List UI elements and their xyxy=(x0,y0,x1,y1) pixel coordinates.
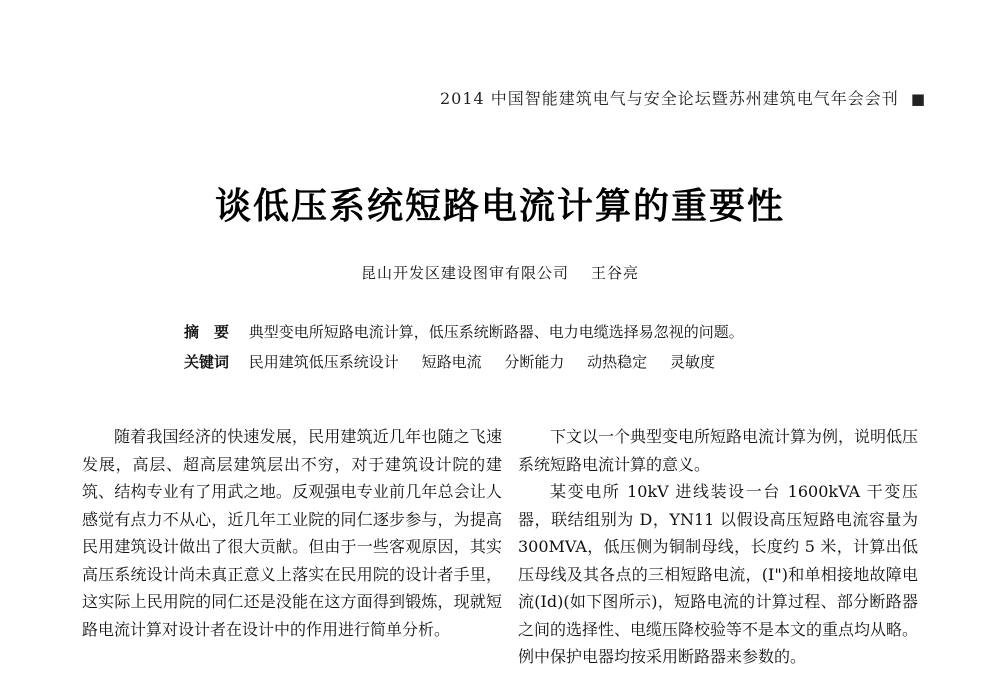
keyword-item: 灵敏度 xyxy=(669,353,715,371)
journal-mark-icon: ■ xyxy=(910,90,927,108)
author-affiliation: 昆山开发区建设图审有限公司 xyxy=(360,264,569,282)
author-line xyxy=(0,262,1000,283)
abstract-label: 摘 要 xyxy=(184,323,230,341)
keywords-label: 关键词 xyxy=(184,353,230,371)
body-paragraph: 随着我国经济的快速发展，民用建筑近几年也随之飞速发展，高层、超高层建筑层出不穷，对于建筑设计院的建筑、结构专业有了用武之地。反观强电专业前几年总会让人感觉有点力不从心，近几年工业院的同仁逐步参与，为提高民用建筑设计做出了很大贡献。但由于一些客观原因，其实高压系统设计尚未真正意义上落实在民用院的设计者手里，这实际上民用院的同仁还是没能在这方面得到锻炼，现就短路电流计算对设计者在设计中的作用进行简单分析。 xyxy=(82,427,502,639)
abstract-text: 典型变电所短路电流计算，低压系统断路器、电力电缆选择易忽视的问题。 xyxy=(248,323,744,341)
keyword-item: 动热稳定 xyxy=(587,353,648,371)
keywords xyxy=(184,351,884,372)
author-name: 王谷亮 xyxy=(591,264,640,282)
running-title: 2014 中国智能建筑电气与安全论坛暨苏州建筑电气年会会刊 xyxy=(440,89,899,108)
body-paragraph: 某变电所 10kV 进线装设一台 1600kVA 干变压器，联结组别为 D，YN11 以假设高压短路电流容量为 300MVA，低压侧为铜制母线，长度约 5 米，计算出低压母线及其各点的三相短路电流，(I")和单相接地故障电流(Id)(如下图所示)，短路电流的计算过程、部分断路器之间的选择性、电缆压降校验等不是本文的重点均从略。例中保护电器均按采用断路器来参数的。 xyxy=(518,482,919,666)
keyword-item: 短路电流 xyxy=(421,353,482,371)
body-column-right xyxy=(518,423,918,671)
running-header xyxy=(440,86,980,109)
keyword-item: 分断能力 xyxy=(504,353,565,371)
abstract xyxy=(184,321,884,342)
paper-title: 谈低压系统短路电流计算的重要性 xyxy=(214,186,785,227)
body-column-left xyxy=(82,423,502,643)
body-paragraph: 下文以一个典型变电所短路电流计算为例，说明低压系统短路电流计算的意义。 xyxy=(518,427,919,474)
keyword-item: 民用建筑低压系统设计 xyxy=(248,353,399,371)
